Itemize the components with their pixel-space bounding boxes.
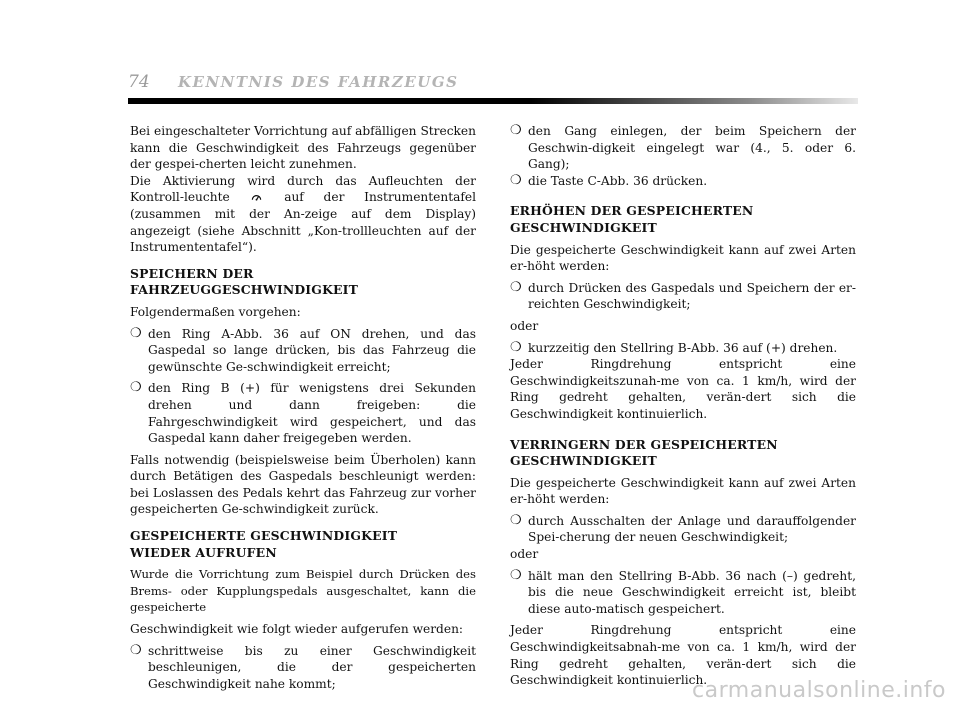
list-item: [510, 173, 856, 190]
intro-text-before-icon: Die Aktivierung wird durch das Aufleuchten der Kontroll-leuchte: [130, 173, 476, 205]
list-item-text: den Gang einlegen, der beim Speichern der Geschwin-digkeit eingelegt war (4., 5. oder 6. Gang);: [528, 124, 856, 172]
list-item-text: hält man den Stellring B-Abb. 36 nach (–) gedreht, bis die neue Geschwindigkeit erreicht ist, bleibt diese auto-matisch gespeichert.: [528, 568, 856, 616]
heading-decrease-speed-line-1: VERRINGERN DER GESPEICHERTEN: [510, 436, 778, 452]
list-item: [510, 340, 856, 357]
bullet-circle-icon: ❍: [510, 567, 522, 583]
heading-recall-speed-line-1: GESPEICHERTE GESCHWINDIGKEIT: [130, 528, 398, 544]
decrease-speed-lead: Die gespeicherte Geschwindigkeit kann auf zwei Arten er-höht werden:: [510, 475, 856, 507]
list-item: [130, 380, 476, 446]
bullet-circle-icon: ❍: [510, 123, 522, 138]
right-column: [510, 123, 856, 689]
list-item: [130, 643, 476, 693]
list-item-text: durch Drücken des Gaspedals und Speichern der er-reichten Geschwindigkeit;: [528, 280, 856, 312]
chapter-title: KENNTNIS DES FAHRZEUGS: [178, 73, 459, 91]
increase-speed-or: oder: [510, 318, 539, 333]
list-item: [510, 280, 856, 313]
decrease-speed-or: oder: [510, 547, 539, 562]
recall-speed-text-2: Geschwindigkeit wie folgt wieder aufgerufen werden:: [130, 622, 464, 637]
list-item-text: den Ring B (+) für wenigstens drei Sekunden drehen und dann freigeben: die Fahrgeschwindigkeit wird gespeichert, und das Gaspedal kann daher freigegeben werden.: [148, 381, 476, 446]
list-item-text: den Ring A-Abb. 36 auf ON drehen, und das Gaspedal so lange drücken, bis das Fahrzeug die gewünschte Ge-schwindigkeit erreicht;: [148, 326, 476, 374]
bullet-circle-icon: ❍: [510, 512, 522, 528]
bullet-circle-icon: ❍: [510, 172, 522, 188]
store-speed-note: Falls notwendig (beispielsweise beim Überholen) kann durch Betätigen des Gaspedals beschleunigt werden: bei Loslassen des Pedals kehrt das Fahrzeug zur vorher gespeicherten Ge-schwindigkeit zurück.: [130, 452, 476, 517]
bullet-circle-icon: ❍: [130, 380, 142, 396]
intro-paragraph-2: [130, 173, 476, 256]
bullet-circle-icon: ❍: [130, 642, 142, 658]
heading-store-speed: SPEICHERN DER FAHRZEUGGESCHWINDIGKEIT: [130, 265, 359, 298]
increase-speed-lead: Die gespeicherte Geschwindigkeit kann auf zwei Arten er-höht werden:: [510, 242, 856, 274]
heading-increase-speed-line-2: GESCHWINDIGKEIT: [510, 219, 657, 235]
cruise-control-tell-tale-icon: [251, 192, 262, 202]
intro-text-after-icon: auf der Instrumententafel (zusammen mit der An-zeige auf dem Display) angezeigt (siehe Abschnitt „Kon-trollleuchten auf der Instrumententafel“).: [130, 190, 476, 255]
header-rule: [128, 98, 858, 104]
heading-increase-speed-line-1: ERHÖHEN DER GESPEICHERTEN: [510, 203, 754, 219]
page-number: 74: [128, 72, 150, 92]
store-speed-lead: Folgendermaßen vorgehen:: [130, 304, 301, 319]
watermark-link[interactable]: carmanualsonline.info: [692, 678, 946, 703]
list-item-text: kurzzeitig den Stellring B-Abb. 36 auf (+) drehen.: [528, 340, 838, 355]
list-item-text: schrittweise bis zu einer Geschwindigkeit beschleunigen, die der gespeicherten Geschwindigkeit nahe kommt;: [148, 643, 476, 691]
bullet-circle-icon: ❍: [510, 279, 522, 295]
bullet-circle-icon: ❍: [130, 325, 142, 341]
list-item-text: die Taste C-Abb. 36 drücken.: [528, 173, 708, 188]
list-item: [130, 326, 476, 376]
increase-speed-note: Jeder Ringdrehung entspricht eine Geschwindigkeitszunah-me von ca. 1 km/h, wird der Ring gedreht gehalten, verän-dert sich die Geschwindigkeit kontinuierlich.: [510, 357, 856, 421]
decrease-speed-note: Jeder Ringdrehung entspricht eine Geschwindigkeitsabnah-me von ca. 1 km/h, wird der Ring gedreht gehalten, verän-dert sich die Geschwindigkeit kontinuierlich.: [510, 623, 856, 688]
heading-recall-speed-line-2: WIEDER AUFRUFEN: [130, 544, 277, 560]
list-item-text: durch Ausschalten der Anlage und darauffolgender Spei-cherung der neuen Geschwindigkeit;: [528, 513, 856, 545]
list-item: [510, 123, 856, 173]
heading-decrease-speed-line-2: GESCHWINDIGKEIT: [510, 453, 657, 469]
left-column: [130, 123, 476, 692]
page-header: [128, 72, 858, 94]
bullet-circle-icon: ❍: [510, 339, 522, 355]
recall-speed-text-1: Wurde die Vorrichtung zum Beispiel durch Drücken des Brems- oder Kupplungspedals ausgeschaltet, kann die gespeicherte: [130, 567, 476, 615]
list-item: [510, 513, 856, 546]
intro-paragraph-1: Bei eingeschalteter Vorrichtung auf abfälligen Strecken kann die Geschwindigkeit des Fahrzeugs gegenüber der gespei-cherten leicht zunehmen.: [130, 124, 476, 172]
list-item: [510, 568, 856, 618]
